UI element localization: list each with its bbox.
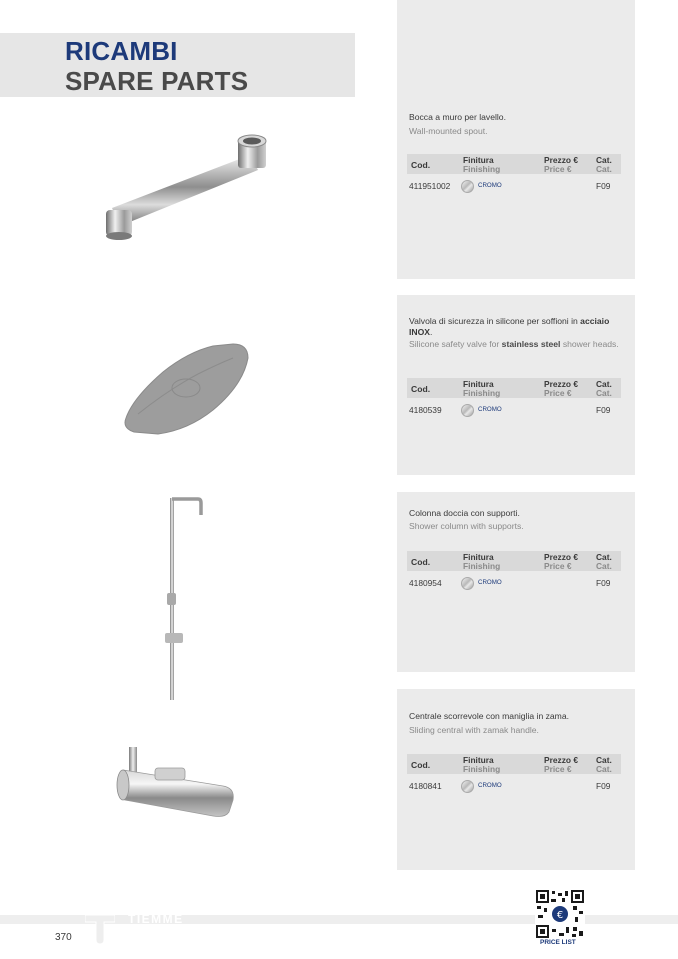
col-cod: Cod.: [411, 760, 431, 770]
col-price: Prezzo € Price €: [544, 552, 578, 571]
tiemme-logo-icon: [85, 912, 115, 944]
description-en: Wall-mounted spout.: [409, 126, 488, 136]
product-panel: [397, 689, 635, 870]
description-it: Bocca a muro per lavello.: [409, 112, 506, 122]
description-en: Sliding central with zamak handle.: [409, 725, 539, 735]
cat-cell: F09: [596, 405, 611, 415]
col-finish: Finitura Finishing: [463, 379, 501, 398]
table-row: [407, 403, 621, 417]
table-header: [407, 551, 621, 571]
shower-column-icon: [150, 493, 210, 703]
col-price: Prezzo € Price €: [544, 379, 578, 398]
silicone-valve-icon: [118, 340, 253, 438]
table-header: [407, 378, 621, 398]
col-cat: Cat. Cat.: [596, 379, 612, 398]
qr-label: PRICE LIST: [540, 939, 576, 946]
col-cat: Cat. Cat.: [596, 755, 612, 774]
chrome-swatch-icon: [461, 404, 474, 417]
cat-cell: F09: [596, 181, 611, 191]
cat-cell: F09: [596, 578, 611, 588]
product-panel: [397, 0, 635, 279]
product-panel: [397, 295, 635, 475]
table-header: [407, 754, 621, 774]
cat-cell: F09: [596, 781, 611, 791]
col-cod: Cod.: [411, 160, 431, 170]
code-cell: 411951002: [409, 181, 451, 191]
table-row: [407, 179, 621, 193]
page-title: RICAMBI: [65, 36, 178, 66]
code-cell: 4180954: [409, 578, 442, 588]
page-subtitle: SPARE PARTS: [65, 66, 249, 96]
description-it: Colonna doccia con supporti.: [409, 508, 520, 518]
description-en: Shower column with supports.: [409, 521, 524, 531]
col-finish: Finitura Finishing: [463, 755, 501, 774]
finish-cell: CROMO: [478, 182, 502, 189]
brand-name: TIEMME: [128, 912, 184, 926]
description-it: Centrale scorrevole con maniglia in zama.: [409, 711, 570, 721]
finish-cell: CROMO: [478, 579, 502, 586]
chrome-swatch-icon: [461, 780, 474, 793]
col-cod: Cod.: [411, 384, 431, 394]
wall-spout-icon: [100, 130, 275, 245]
col-cod: Cod.: [411, 557, 431, 567]
finish-cell: CROMO: [478, 406, 502, 413]
sliding-central-icon: [115, 742, 240, 820]
col-cat: Cat. Cat.: [596, 155, 612, 174]
code-cell: 4180539: [409, 405, 442, 415]
svg-text:€: €: [556, 910, 564, 921]
code-cell: 4180841: [409, 781, 442, 791]
description-en: Silicone safety valve for stainless steel shower heads.: [409, 339, 619, 349]
finish-cell: CROMO: [478, 782, 502, 789]
chrome-swatch-icon: [461, 180, 474, 193]
product-panel: [397, 492, 635, 672]
table-row: [407, 779, 621, 793]
chrome-swatch-icon: [461, 577, 474, 590]
qr-code-icon[interactable]: [535, 889, 585, 939]
table-header: [407, 154, 621, 174]
page-number: 370: [55, 932, 72, 943]
col-price: Prezzo € Price €: [544, 155, 578, 174]
table-row: [407, 576, 621, 590]
col-finish: Finitura Finishing: [463, 155, 501, 174]
col-price: Prezzo € Price €: [544, 755, 578, 774]
col-cat: Cat. Cat.: [596, 552, 612, 571]
description-it: Valvola di sicurezza in silicone per soffioni in acciaio INOX.: [409, 316, 610, 337]
col-finish: Finitura Finishing: [463, 552, 501, 571]
